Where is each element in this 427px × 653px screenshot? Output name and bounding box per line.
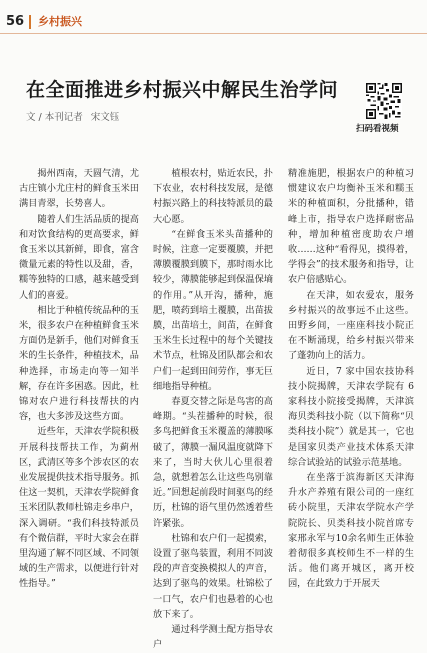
paragraph: 杜锦和农户们一起摸索，设置了驱鸟装置，利用不同波段的声音变换模拟人的声音，达到了驱鸟的效果。杜锦松了一口气，农户们也悬着的心也放下来了。 [153,532,273,620]
paragraph: 揭州西南，天圆气清，尤古庄镇小尤庄村的鲜食玉米田满目青翠，长势喜人。 [19,168,139,210]
paragraph: “在鲜食玉米头苗播种的时候，注意一定要覆膜，并把薄膜覆膜到膜下，那时雨水比较少，薄膜能够起到保温保墒的作用。”从开沟，播种，施肥，喷药到培土覆膜，出苗拔膜，出苗培土，间苗，在鲜食玉米生长过程中的每个关键技术节点，杜锦及团队都会和农户们一起到田间劳作，事无巨细地指导种植。 [153,228,273,392]
paragraph: 植根农村，贴近农民，扑下农业，农村科技发展，是德村振兴路上的科技特派员的最大心愿。 [153,168,273,225]
page-header [0,13,427,31]
qr-code-icon[interactable] [366,83,402,119]
text-column-2 [153,166,273,653]
paragraph: 春夏交替之际是鸟害的高峰期。“头茬播种的时候，很多鸟把鲜食玉米覆盖的薄膜啄破了，薄膜一漏风温度就降下来了，当时大伙儿心里很着急，就想着怎么让这些鸟别靠近。”回想起前段时间驱鸟的经历，杜锦的语气里仍然透着些许紧张。 [153,396,273,529]
paragraph: 在坐落于滨海新区天津海升水产养殖有限公司的一座红砖小院里，天津农学院水产学院院长、贝类科技小院首席专家邢永军与10余名师生正体验着彻很多真校师生不一样的生活。他们离开城区，离开校园，在此致力于开展天 [288,472,414,590]
header-rule [0,33,427,34]
paragraph: 随着人们生活品质的提高和对饮食结构的更高要求，鲜食玉米以其新鲜，即食，富含微量元素的特性以及甜，香，糯等独特的口感，越来越受到人们的喜爱。 [19,213,139,301]
header-separator [29,15,31,29]
text-column-1 [19,166,139,592]
page-number: 56 [6,14,25,29]
paragraph: 相比于种植传统品种的玉米，很多农户在种植鲜食玉米方面仍是新手，他们对鲜食玉米的生长条件，种植技术，品种选择，市场走向等一知半解，存在许多困惑。因此，杜锦对农户进行科技帮扶的内容，也大多涉及这些方面。 [19,304,139,423]
text-column-3 [288,166,414,592]
section-title: 乡村振兴 [38,15,82,28]
paragraph: 通过科学测土配方指导农户 [153,624,273,651]
paragraph: 在天津，如农爱农，服务乡村振兴的故事远不止这些。田野乡间，一座座科技小院正在不断涌现，给乡村振兴带来了蓬勃向上的活力。 [288,289,414,362]
byline-author: 宋文钰 [90,112,120,123]
paragraph: 近些年，天津农学院积极开展科技帮扶工作，为蓟州区，武清区等多个涉农区的农业发展提供技术指导服务。抓住这一契机，天津农学院鲜食玉米团队教师杜锦走乡串户，深入调研。“我们科技特派员有个微信群，平时大家会在群里沟通了解不同区域、不同领域的生产需求，以便进行针对性指导。” [19,426,139,590]
paragraph: 精准施肥，根据农户的种植习惯建议农户均衡补玉米和糯玉米的种植面积，分批播种，错峰上市，指导农户选择耐密品种，增加种植密度助农户增收……这种“看得见，摸得着，学得会”的技术服务和指导，让农户倍感贴心。 [288,168,414,286]
qr-caption: 扫码看视频 [356,124,399,134]
article-title: 在全面推进乡村振兴中解民生治学问 [26,79,339,101]
paragraph: 近日，7 家中国农技协科技小院揭牌，天津农学院有 6 家科技小院接受揭牌，天津滨海贝类科技小院（以下简称“贝类科技小院”）就是其一，它也是国家贝类产业技术体系天津综合试验站的试验示范基地。 [288,365,414,468]
byline [26,111,119,125]
byline-prefix: 文 / 本刊记者 [26,112,83,123]
